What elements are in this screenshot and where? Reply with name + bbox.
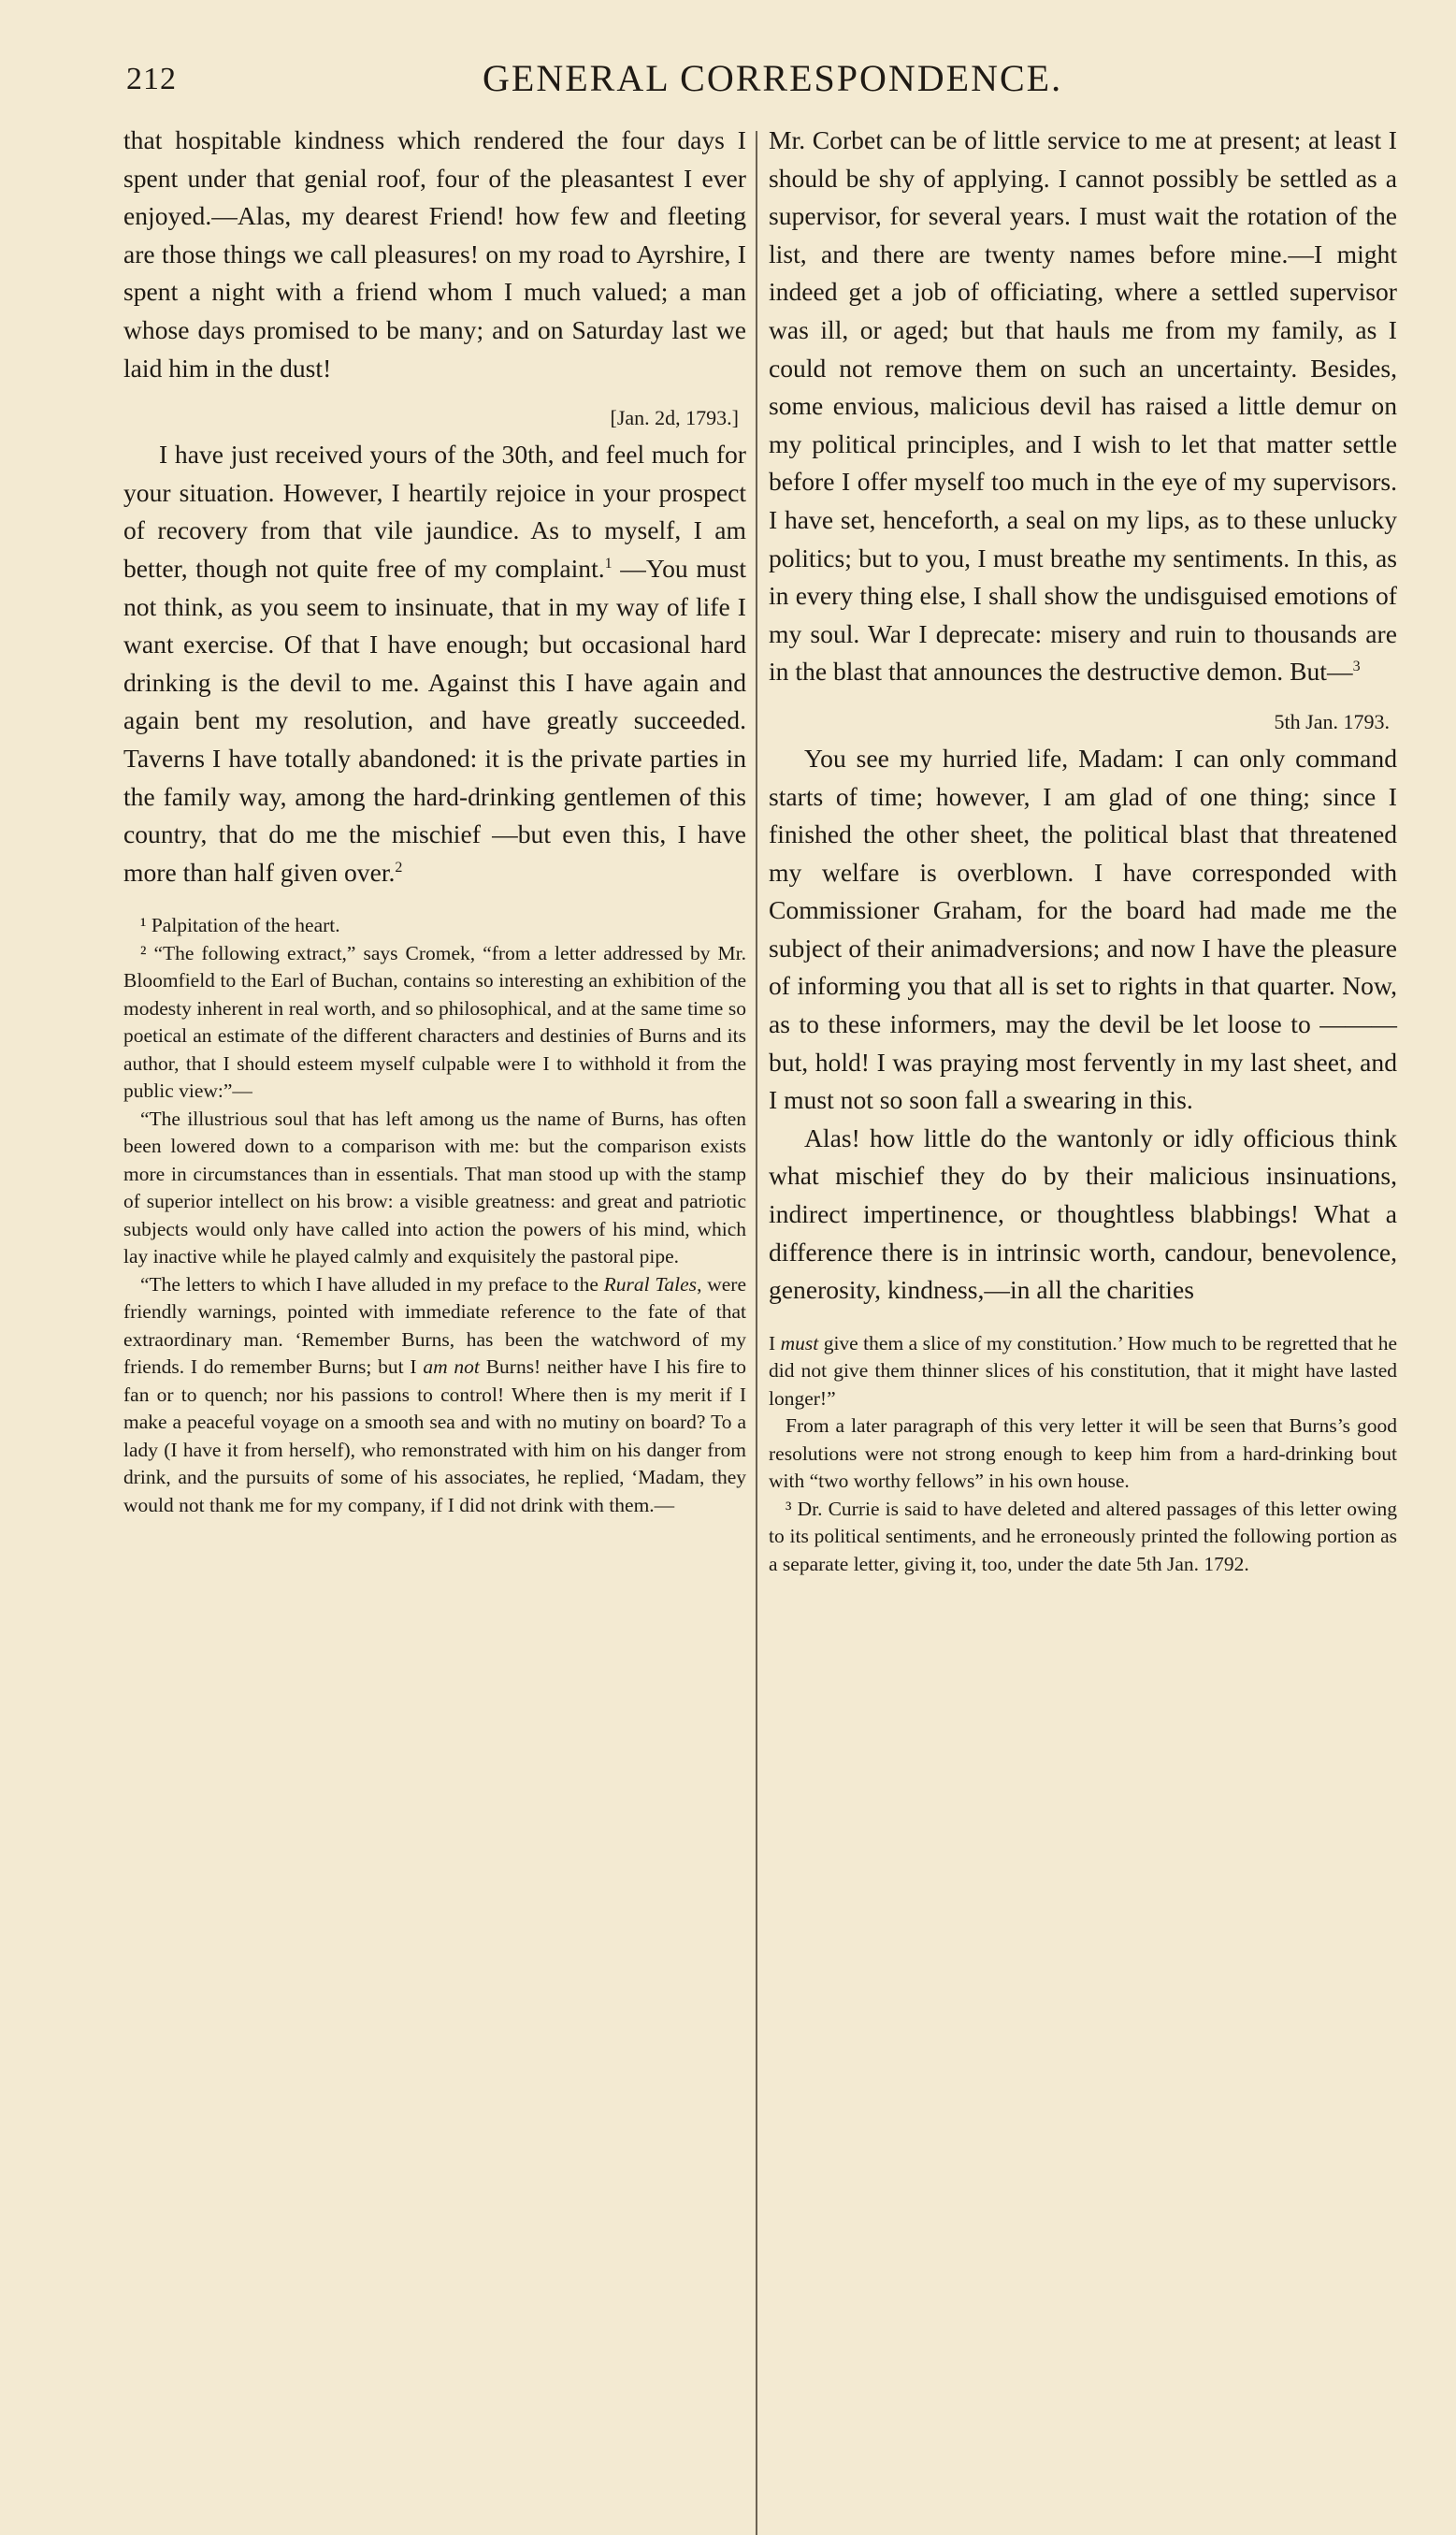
footnote-2: ² “The following extract,” says Cromek, “from a letter addressed by Mr. Bloomfield to the Earl of Buchan, contains so interesting an exhibition of the modesty inherent in real worth, and so philosophical, and at the same time so poetical an estimate of the different characters and destinies of Burns and its author, that I should esteem myself culpable were I to withhold it from the public view:”— <box>123 941 746 1103</box>
footnote-2-quote-2-part-c: Burns! neither have I his fire to fan or to quench; nor his passions to control! Where then is my merit if I make a peaceful voyage on a smooth sea and with no mutiny on board? To a lady (I have it from herself), who remonstrated with him on his danger from drink, and the pursuits of some of his associates, he replied, ‘Madam, they would not thank me for my company, if I did not drink with them.— <box>123 1355 747 1516</box>
am-not-emphasis: am not <box>423 1355 480 1379</box>
right-column <box>769 122 1397 1578</box>
page-number: 212 <box>126 62 177 96</box>
right-paragraph-1-text: Mr. Corbet can be of little service to me at present; at least I should be shy of applying. I cannot possibly be settled as a supervisor, for several years. I must wait the rotation of the list, and there are twenty names before mine.—I might indeed get a job of officiating, where a settled supervisor was ill, or aged; but that hauls me from my family, as I could not remove them on such an uncertainty. Besides, some envious, malicious devil has raised a little demur on my political principles, and I wish to let that matter settle before I offer myself too much in the eye of my supervisors. I have set, henceforth, a seal on my lips, as to these unlucky politics; but to you, I must breathe my sentiments. In this, as in every thing else, I shall show the undisguised emotions of my soul. War I deprecate: misery and ruin to thousands are in the blast that announces the destructive demon. But— <box>769 125 1397 687</box>
left-paragraph-2 <box>123 436 746 891</box>
dateline-jan-5: 5th Jan. 1793. <box>1274 709 1390 733</box>
footnote-3: ³ Dr. Currie is said to have deleted and altered passages of this letter owing to its political sentiments, and he erroneously printed the following portion as a separate letter, giving it, too, under the date 5th Jan. 1792. <box>769 1497 1397 1575</box>
footnote-1: ¹ Palpitation of the heart. <box>140 914 340 937</box>
footnote-ref-3: 3 <box>1352 659 1361 675</box>
footnote-ref-1: 1 <box>604 555 613 572</box>
footnote-2-continued-part-b: give them a slice of my constitution.’ How much to be regretted that he did not give them thinner slices of his constitution, that it might have lasted longer!” <box>769 1331 1397 1410</box>
right-paragraph-3: Alas! how little do the wantonly or idly officious think what mischief they do by their malicious insinuations, indirect impertinence, or thoughtless blabbings! What a difference there is in intrinsic worth, candour, benevolence, generosity, kindness,—in all the charities <box>769 1123 1397 1305</box>
left-column <box>123 122 746 1519</box>
dateline-jan-2: [Jan. 2d, 1793.] <box>610 406 739 430</box>
footnote-2-continued <box>769 1330 1397 1413</box>
page-header <box>0 49 1456 105</box>
left-paragraph-2-part-b: —You must not think, as you seem to insinuate, that in my way of life I want exercise. Of that I have enough; but occasional hard drinking is the devil to me. Against this I have again and again bent my resolution, and have greatly succeeded. Taverns I have totally abandoned: it is the private parties in the family way, among the hard-drinking gentlemen of this country, that do me the mischief —but even this, I have more than half given over. <box>123 553 746 887</box>
footnote-2-note: From a later paragraph of this very letter it will be seen that Burns’s good resolutions were not strong enough to keep him from a hard-drinking bout with “two worthy fellows” in his own house. <box>769 1414 1397 1493</box>
footnote-2-quote-1: “The illustrious soul that has left among us the name of Burns, has often been lowered down to a comparison with me: but the comparison exists more in circumstances than in essentials. That man stood up with the stamp of superior intellect on his brow: a visible greatness: and great and patriotic subjects would only have called into action the powers of his mind, which lay inactive while he played calmly and exquisitely the pastoral pipe. <box>123 1107 746 1268</box>
left-paragraph-2-part-a: I have just received yours of the 30th, and feel much for your situation. However, I heartily rejoice in your prospect of recovery from that vile jaundice. As to myself, I am better, though not quite free of my complaint. <box>123 440 746 583</box>
column-divider <box>756 131 757 2535</box>
must-emphasis: must <box>780 1331 819 1354</box>
footnote-2-quote-2-part-b: , were friendly warnings, pointed with immediate reference to the fate of that extraordinary man. ‘Remember Burns, has been the watchword of my friends. I do remember Burns; but I <box>123 1272 746 1379</box>
footnote-ref-2: 2 <box>395 859 403 876</box>
left-footnotes <box>123 912 746 1519</box>
right-footnotes <box>769 1330 1397 1579</box>
right-paragraph-2: You see my hurried life, Madam: I can only command starts of time; however, I am glad of one thing; since I finished the other sheet, the political blast that threatened my welfare is overblown. I have corresponded with Commissioner Graham, for the board had made me the subject of their animadversions; and now I have the pleasure of informing you that all is set to rights in that quarter. Now, as to these informers, may the devil be let loose to ——— but, hold! I was praying most fervently in my last sheet, and I must not so soon fall a swearing in this. <box>769 743 1397 1115</box>
footnote-2-continued-part-a: I <box>769 1331 781 1354</box>
right-paragraph-1 <box>769 122 1397 691</box>
footnote-2-quote-2 <box>123 1271 746 1520</box>
footnote-2-quote-2-part-a: “The letters to which I have alluded in my preface to the <box>140 1272 604 1296</box>
rural-tales-title: Rural Tales <box>603 1272 698 1296</box>
running-head: GENERAL CORRESPONDENCE. <box>483 57 1063 99</box>
left-paragraph-1: that hospitable kindness which rendered the four days I spent under that genial roof, four of the pleasantest I ever enjoyed.—Alas, my dearest Friend! how few and fleeting are those things we call pleasures! on my road to Ayrshire, I spent a night with a friend whom I much valued; a man whose days promised to be many; and on Saturday last we laid him in the dust! <box>123 125 746 383</box>
